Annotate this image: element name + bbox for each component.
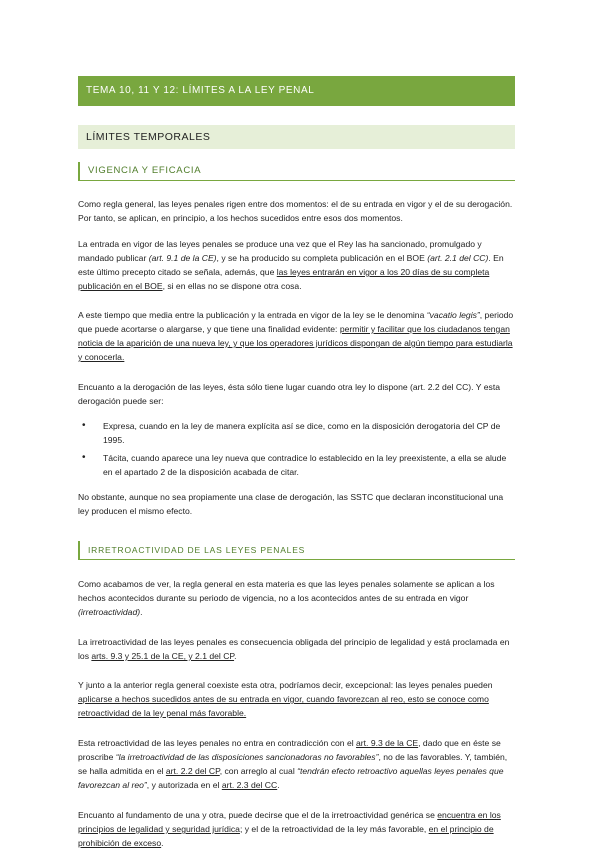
section-heading-irretroactividad: IRRETROACTIVIDAD DE LAS LEYES PENALES bbox=[78, 541, 515, 560]
paragraph: La irretroactividad de las leyes penales es consecuencia obligada del principio de legalidad y está proclamada en los arts. 9.3 y 25.1 de la CE, y 2.1 del CP. bbox=[78, 637, 510, 661]
subtitle-band: LÍMITES TEMPORALES bbox=[78, 125, 515, 149]
bullet-icon: • bbox=[82, 452, 86, 463]
paragraph: Como regla general, las leyes penales rigen entre dos momentos: el de su entrada en vigor y el de su derogación. Por tanto, se aplican, en principio, a los hechos sucedidos entre esos dos momentos. bbox=[78, 199, 513, 223]
paragraph: A este tiempo que media entre la publicación y la entrada en vigor de la ley se le denomina “vacatio legis”, periodo que puede acortarse o alargarse, y que tiene una finalidad evidente: permitir y facilitar que los ciudadanos tengan noticia de la aparición de una nueva ley, y que los operadores jurídicos dispongan de algún tiempo para estudiarla y conocerla. bbox=[78, 310, 514, 362]
paragraph: Encuanto al fundamento de una y otra, puede decirse que el de la irretroactividad genérica se encuentra en los principios de legalidad y seguridad jurídica; y el de la retroactividad de la ley más favorable, en el principio de prohibición de exceso. bbox=[78, 810, 501, 848]
paragraph: Como acabamos de ver, la regla general en esta materia es que las leyes penales solamente se aplican a los hechos acontecidos durante su periodo de vigencia, no a los acontecidos antes de su entrada en vigor (irretroactividad). bbox=[78, 579, 495, 617]
paragraph: No obstante, aunque no sea propiamente una clase de derogación, las SSTC que declaran inconstitucional una ley producen el mismo efecto. bbox=[78, 492, 504, 516]
paragraph: La entrada en vigor de las leyes penales se produce una vez que el Rey las ha sancionado, promulgado y mandado publicar (art. 9.1 de la CE), y se ha producido su completa publicación en el BOE (art. 2.1 del CC). En este último precepto citado se señala, además, que las leyes entrarán en vigor a los 20 días de su completa publicación en el BOE, si en ellas no se dispone otra cosa. bbox=[78, 239, 504, 291]
paragraph: Esta retroactividad de las leyes penales no entra en contradicción con el art. 9.3 de la CE, dado que en éste se proscribe “la irretroactividad de las disposiciones sancionadoras no favorables”, no de las favorables. Y, también, se halla admitida en el art. 2.2 del CP, con arreglo al cual “tendrán efecto retroactivo aquellas leyes penales que favorezcan al reo”, y autorizada en el art. 2.3 del CC. bbox=[78, 738, 508, 790]
bullet-icon: • bbox=[82, 420, 86, 431]
document-page bbox=[78, 76, 515, 850]
section-heading-vigencia: VIGENCIA Y EFICACIA bbox=[78, 162, 515, 181]
paragraph: Y junto a la anterior regla general coexiste esta otra, podríamos decir, excepcional: las leyes penales pueden aplicarse a hechos sucedidos antes de su entrada en vigor, cuando favorezcan al reo, esto se conoce como retroactividad de la ley penal más favorable. bbox=[78, 680, 493, 718]
document-title: TEMA 10, 11 Y 12: LÍMITES A LA LEY PENAL bbox=[78, 76, 515, 106]
derogation-types-list bbox=[78, 419, 515, 479]
list-item: • Tácita, cuando aparece una ley nueva que contradice lo establecido en la ley preexistente, a ella se alude en el apartado 2 de la disposición acabada de citar. bbox=[82, 452, 507, 477]
paragraph: Encuanto a la derogación de las leyes, ésta sólo tiene lugar cuando otra ley lo dispone (art. 2.2 del CC). Y esta derogación puede ser: bbox=[78, 382, 500, 406]
list-item: • Expresa, cuando en la ley de manera explícita así se dice, como en la disposición derogatoria del CP de 1995. bbox=[82, 420, 501, 445]
